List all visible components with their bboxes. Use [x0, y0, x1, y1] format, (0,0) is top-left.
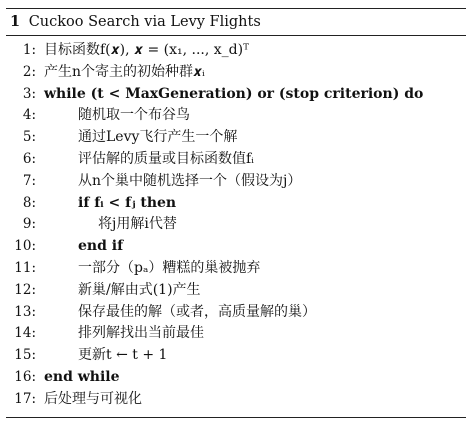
- algorithm-title-row: [6, 9, 466, 35]
- line-text: 更新t ← t + 1: [78, 347, 168, 364]
- algorithm-line: [6, 345, 466, 367]
- algorithm-number: 1: [10, 13, 21, 30]
- line-number: 10:: [14, 238, 36, 255]
- algorithm-line: [6, 367, 466, 389]
- algorithm-line: [6, 105, 466, 127]
- algorithm-line: [6, 171, 466, 193]
- line-text: end while: [44, 368, 120, 385]
- algorithm-line: [6, 236, 466, 258]
- line-number: 13:: [14, 303, 36, 320]
- line-text: 从n个巢中随机选择一个（假设为j）: [78, 172, 302, 189]
- line-number: 12:: [14, 281, 36, 298]
- algorithm-line: [6, 84, 466, 106]
- line-number: 15:: [14, 347, 36, 364]
- algorithm-line: [6, 280, 466, 302]
- line-text: 后处理与可视化: [44, 390, 142, 407]
- line-text: 通过Levy飞行产生一个解: [78, 129, 238, 146]
- algorithm-line: [6, 323, 466, 345]
- line-text: end if: [78, 238, 124, 255]
- algorithm-line: [6, 258, 466, 280]
- line-text: if fᵢ < fⱼ then: [78, 194, 177, 211]
- line-number: 2:: [22, 63, 36, 80]
- line-number: 17:: [14, 390, 36, 407]
- line-number: 3:: [22, 85, 36, 102]
- line-text: 随机取一个布谷鸟: [78, 107, 190, 124]
- algorithm-line: [6, 62, 466, 84]
- line-number: 11:: [14, 259, 36, 276]
- line-text: 将j用解i代替: [98, 216, 177, 233]
- algorithm-line: [6, 193, 466, 215]
- algorithm-line: [6, 389, 466, 411]
- line-text: 新巢/解由式(1)产生: [78, 281, 201, 298]
- line-text: 保存最佳的解（或者，高质量解的巢）: [78, 303, 316, 320]
- line-text: 产生n个寄主的初始种群𝒙ᵢ: [44, 63, 205, 80]
- algorithm-line: [6, 40, 466, 62]
- line-text: 一部分（pₐ）糟糕的巢被抛弃: [78, 259, 261, 276]
- algorithm-line: [6, 302, 466, 324]
- algorithm-line: [6, 149, 466, 171]
- line-text: 评估解的质量或目标函数值fᵢ: [78, 150, 254, 167]
- line-number: 8:: [22, 194, 36, 211]
- line-text: while (t < MaxGeneration) or (stop criterion) do: [44, 85, 424, 102]
- line-number: 7:: [22, 172, 36, 189]
- algorithm-line: [6, 127, 466, 149]
- line-number: 14:: [14, 325, 36, 342]
- line-number: 4:: [22, 107, 36, 124]
- line-text: 排列解找出当前最佳: [78, 325, 204, 342]
- algorithm-line: [6, 214, 466, 236]
- line-number: 5:: [22, 129, 36, 146]
- line-text: 目标函数f(𝒙), 𝒙 = (x₁, ..., x_d)ᵀ: [44, 42, 249, 58]
- line-number: 9:: [22, 216, 36, 233]
- algorithm-lines: [6, 36, 466, 417]
- bottom-rule: [6, 417, 466, 418]
- line-number: 6:: [22, 150, 36, 167]
- algorithm-box: [6, 8, 466, 418]
- line-number: 16:: [14, 368, 36, 385]
- line-number: 1:: [22, 42, 36, 58]
- algorithm-title: Cuckoo Search via Levy Flights: [28, 14, 261, 30]
